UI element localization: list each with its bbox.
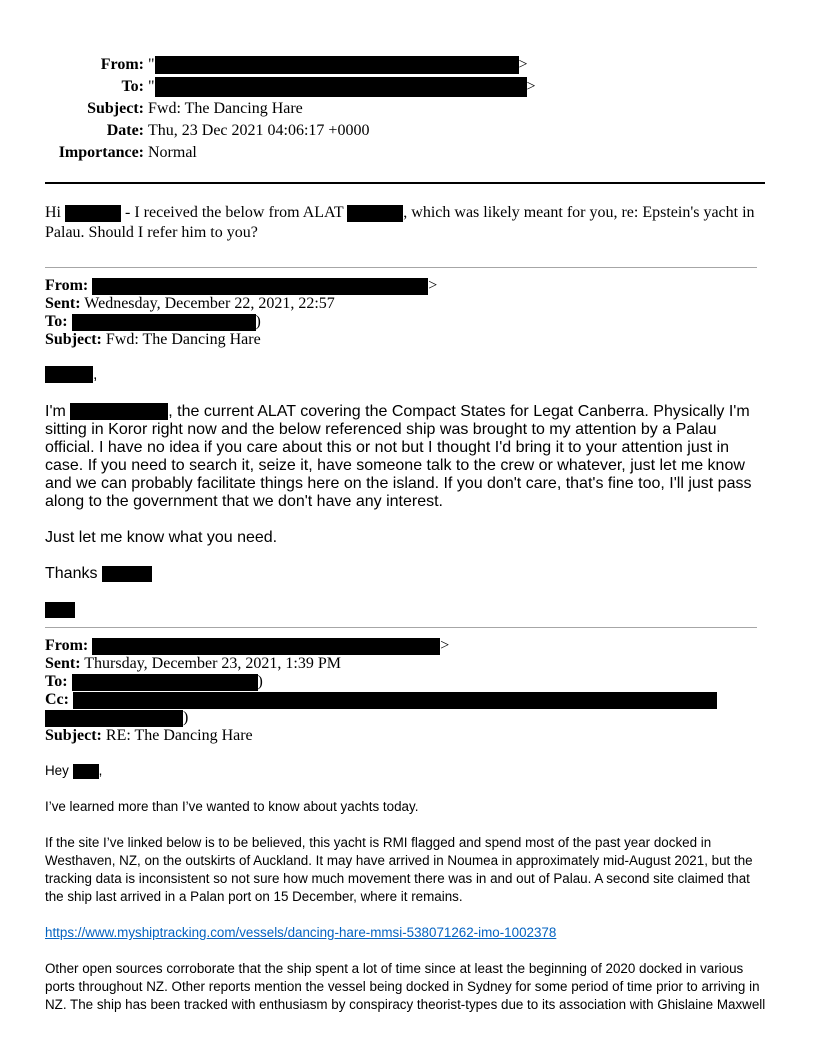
forward1-greeting-comma: ,: [93, 366, 98, 383]
redaction-block: [73, 692, 717, 709]
forward2-to-row: [45, 673, 765, 691]
redaction-block: [102, 566, 152, 582]
forward2-paragraph-3: Other open sources corroborate that the ship spent a lot of time since at least the beginning of 2020 docked in various ports throughout NZ. Other reports mention the vessel being docked in Sydney for some period of time prior to arriving in NZ. The ship has been tracked with enthusiasm by conspiracy theorist-types due to its association with Ghislaine Maxwell: [45, 961, 766, 1012]
forward1-body: [45, 403, 770, 511]
forward1-sent-value: Wednesday, December 22, 2021, 22:57: [84, 295, 335, 312]
header-importance-row: [0, 142, 816, 164]
redaction-block: [155, 77, 527, 97]
forward2-cc-row-cont: [45, 709, 765, 727]
forward2-greeting-comma: ,: [98, 763, 103, 778]
header-importance-value: Normal: [148, 144, 197, 161]
header-from-quote: ": [148, 56, 155, 73]
forward1-sent-label: Sent:: [45, 295, 81, 312]
header-subject-value: Fwd: The Dancing Hare: [148, 100, 303, 117]
forward-divider-2: [45, 627, 757, 628]
forward2-header: [45, 637, 765, 745]
forward1-from-row: [45, 277, 765, 295]
header-date-row: [0, 120, 816, 142]
forward2-sent-label: Sent:: [45, 655, 81, 672]
forward1-para1-b: , the current ALAT covering the Compact States for Legat Canberra. Physically I'm sitting in Koror right now and the below referenced ship was brought to my attention by a Palau official. I have no idea if you care about this or not but I thought I'd bring it to your attention just in case. If you need to search it, seize it, have someone talk to the crew or whatever, just let me know and we can probably facilitate things here on the island. If you don't care, that's fine too, I'll just pass along to the government that we don't have any interest.: [45, 403, 752, 510]
header-to-value: [148, 76, 536, 98]
forward2-subject-label: Subject:: [45, 727, 102, 744]
forward-divider-1: [45, 267, 757, 268]
forward1-subject-value: Fwd: The Dancing Hare: [105, 331, 261, 348]
forward1-from-end: >: [428, 277, 438, 294]
redaction-block: [155, 56, 519, 74]
forward2-cc-end: ): [183, 709, 189, 726]
header-from-row: [0, 54, 816, 76]
redaction-block: [70, 403, 168, 420]
forward2-subject-row: [45, 727, 765, 745]
forward2-greeting-word: Hey: [45, 763, 69, 778]
redaction-block: [72, 674, 258, 691]
forward1-paragraph-1: [45, 403, 770, 511]
forward1-subject-row: [45, 331, 765, 349]
forward1-greeting: [45, 366, 770, 384]
header-from-value: [148, 54, 528, 76]
forward1-sent-row: [45, 295, 765, 313]
forward1-signature: [45, 601, 770, 619]
forward2-from-row: [45, 637, 765, 655]
intro-part2: - I received the below from ALAT: [121, 204, 348, 221]
header-date-label: Date:: [106, 122, 144, 139]
forward2-to-label: To:: [45, 673, 68, 690]
redaction-block: [65, 205, 121, 222]
forward1-thanks: [45, 565, 770, 583]
header-to-row: [0, 76, 816, 98]
header-subject-row: [0, 98, 816, 120]
forward1-to-end: ): [255, 313, 261, 330]
forward2-sent-value: Thursday, December 23, 2021, 1:39 PM: [84, 655, 341, 672]
forward1-para1-a: I'm: [45, 403, 71, 420]
forward2-cc-row: [45, 691, 765, 709]
intro-part1: Hi: [45, 204, 61, 221]
forward2-sent-row: [45, 655, 765, 673]
header-importance-label: Importance:: [58, 144, 144, 161]
forward1-to-label: To:: [45, 313, 68, 330]
forward1-paragraph-2: Just let me know what you need.: [45, 529, 278, 546]
forward2-cc-label: Cc:: [45, 691, 69, 708]
forward1-to-row: [45, 313, 765, 331]
intro-part3: , which was likely meant for you, re: Epstein's yacht in Palau. Should I refer him to you?: [45, 204, 755, 241]
header-from-label: From:: [100, 56, 144, 73]
redaction-block: [73, 764, 99, 779]
header-to-label: To:: [121, 78, 144, 95]
header-subject-label: Subject:: [87, 100, 144, 117]
redaction-block: [45, 366, 93, 383]
intro-message: [45, 203, 763, 243]
redaction-block: [45, 710, 183, 727]
header-from-end: >: [518, 56, 528, 73]
header-date-value: Thu, 23 Dec 2021 04:06:17 +0000: [148, 122, 370, 139]
redaction-block: [92, 278, 428, 295]
forward2-paragraph-1: I’ve learned more than I’ve wanted to know about yachts today.: [45, 799, 419, 814]
vessel-tracking-link[interactable]: https://www.myshiptracking.com/vessels/dancing-hare-mmsi-538071262-imo-1002378: [45, 925, 557, 940]
forward2-to-end: ): [257, 673, 263, 690]
header-to-quote: ": [148, 78, 155, 95]
forward1-thanks-label: Thanks: [45, 565, 98, 582]
forward2-link-row: [45, 924, 770, 942]
redaction-block: [92, 638, 440, 655]
redaction-block: [347, 205, 403, 222]
header-to-end: >: [526, 78, 536, 95]
redaction-block: [72, 314, 256, 331]
forward1-header: [45, 277, 765, 349]
redaction-block: [45, 602, 75, 618]
forward1-subject-label: Subject:: [45, 331, 102, 348]
forward2-greeting: [45, 762, 770, 780]
forward2-from-end: >: [440, 637, 450, 654]
forward2-from-label: From:: [45, 637, 89, 654]
header-divider: [45, 182, 765, 184]
email-header: [0, 54, 816, 164]
forward2-paragraph-2: If the site I’ve linked below is to be believed, this yacht is RMI flagged and spend most of the past year docked in Westhaven, NZ, on the outskirts of Auckland. It may have arrived in Noumea in approximately mid-August 2021, but the tracking data is inconsistent so not sure how much movement there was in and out of Palau. A second site claimed that the ship last arrived in a Palan port on 15 December, where it remains.: [45, 835, 753, 904]
forward2-subject-value: RE: The Dancing Hare: [105, 727, 253, 744]
forward1-from-label: From:: [45, 277, 89, 294]
